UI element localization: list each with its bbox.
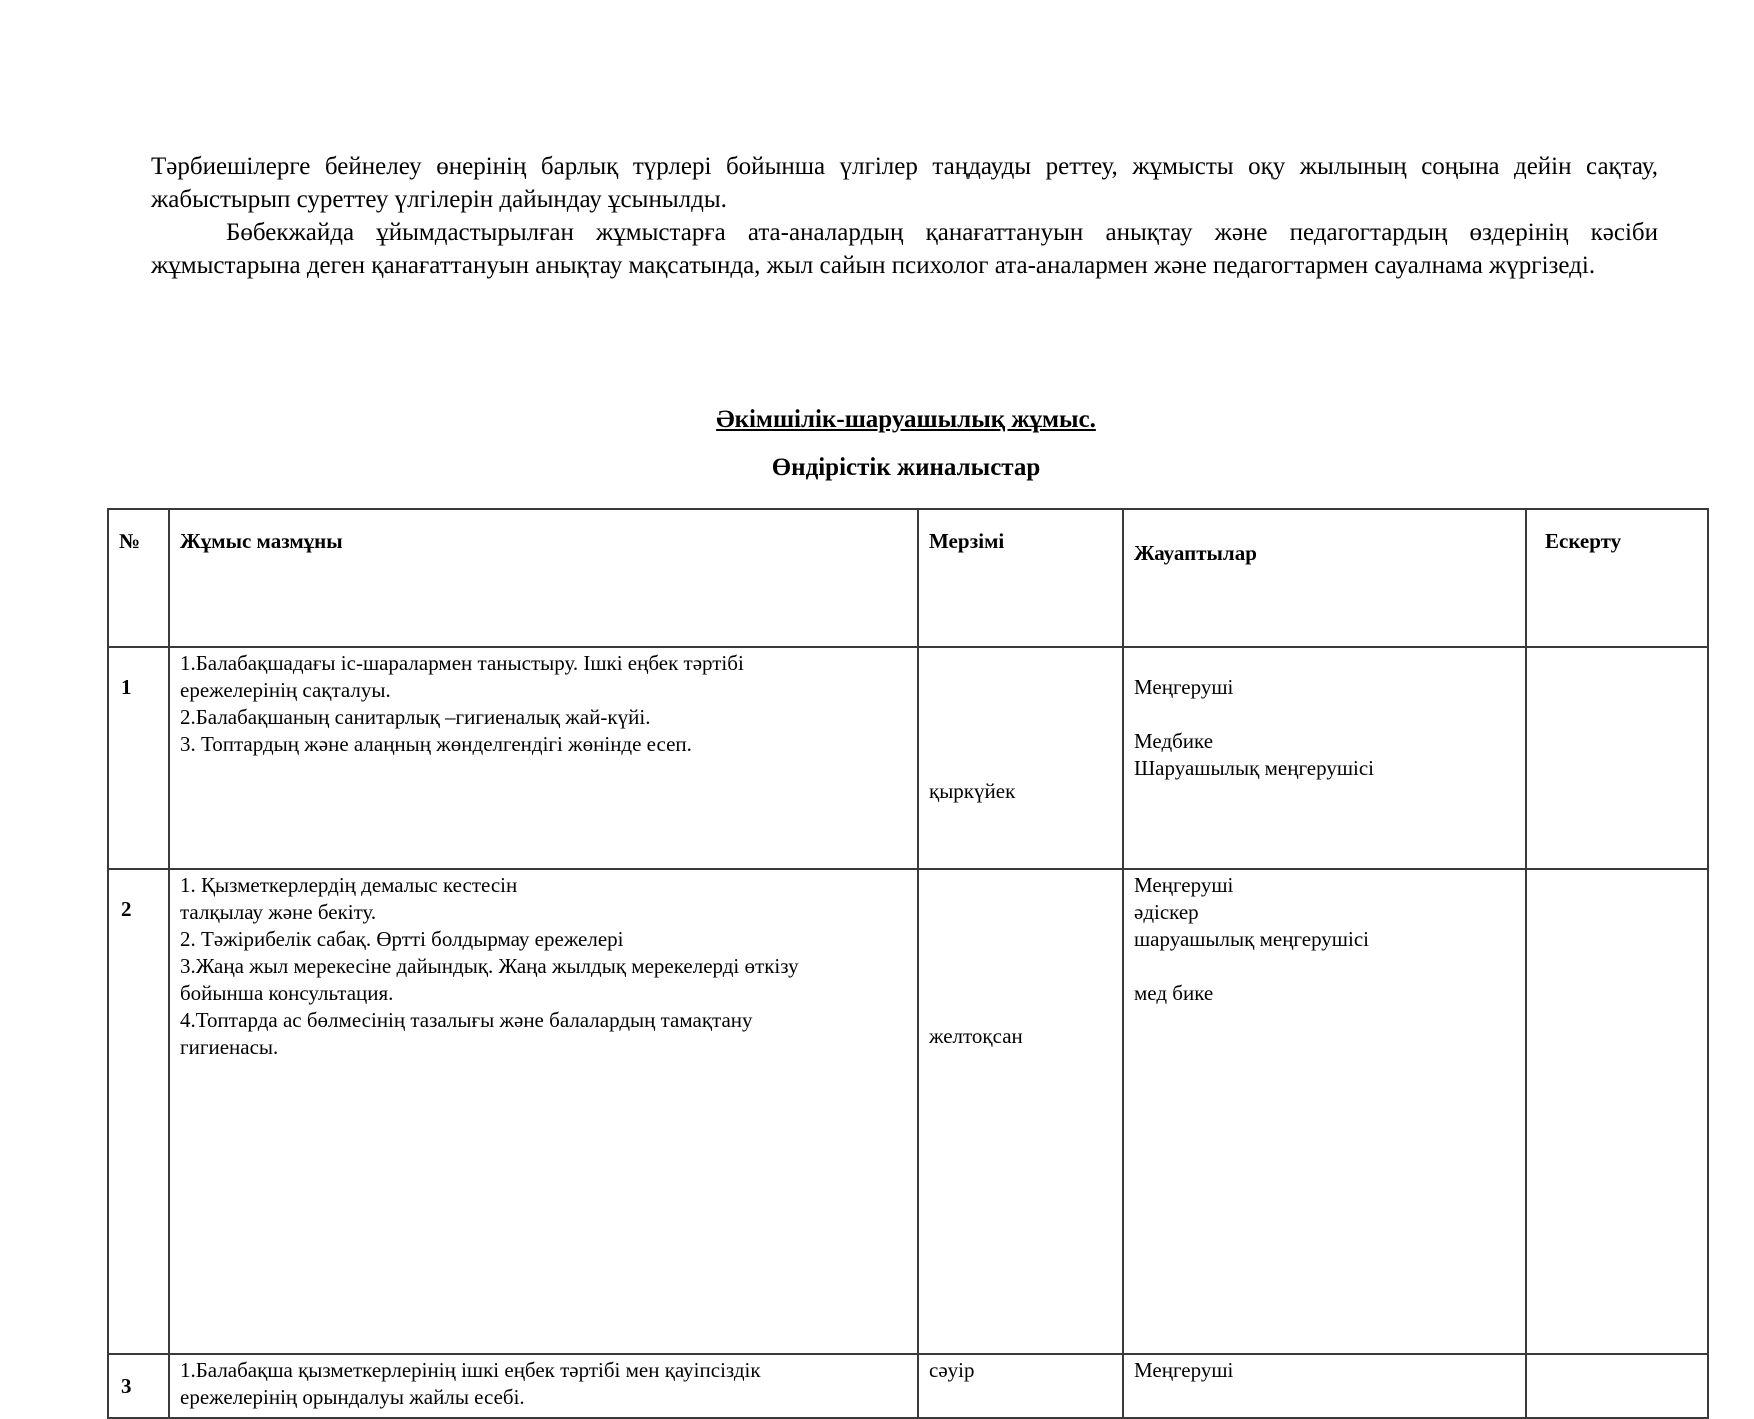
row-content: 1.Балабақша қызметкерлерінің ішкі еңбек тәртібі мен қауіпсіздік ережелерінің орындалуы жайлы есебі. [169, 1354, 918, 1418]
header-responsible: Жауаптылар [1123, 509, 1526, 647]
row-note [1526, 869, 1708, 1354]
intro-text [151, 150, 1658, 282]
row-note [1526, 1354, 1708, 1418]
row-number: 1 [108, 647, 169, 869]
row-content: 1.Балабақшадағы іс-шаралармен таныстыру. Ішкі еңбек тәртібі ережелерінің сақталуы. 2.Балабақшаның санитарлық –гигиеналық жай-күйі. 3. Топтардың және алаңның жөнделгендігі жөнінде есеп. [169, 647, 918, 869]
row-responsible: Меңгеруші әдіскер шаруашылық меңгерушісі мед бике [1123, 869, 1526, 1354]
row-term: желтоқсан [918, 869, 1123, 1354]
row-term: сәуір [918, 1354, 1123, 1418]
intro-paragraph-2: Бөбекжайда ұйымдастырылған жұмыстарға ата-аналардың қанағаттануын анықтау және педагогтардың өздерінің кәсіби жұмыстарына деген қанағаттануын анықтау мақсатында, жыл сайын психолог ата-аналармен және педагогтармен сауалнама жүргізеді. [151, 219, 1658, 279]
row-number: 2 [108, 869, 169, 1354]
table-row [108, 869, 1708, 1354]
row-term: қыркүйек [918, 647, 1123, 869]
row-responsible: Меңгеруші [1123, 1354, 1526, 1418]
section-title: Әкімшілік-шаруашылық жұмыс. [716, 406, 1096, 433]
table-row [108, 647, 1708, 869]
row-note [1526, 647, 1708, 869]
header-content: Жұмыс мазмұны [169, 509, 918, 647]
row-responsible: Меңгеруші Медбике Шаруашылық меңгерушісі [1123, 647, 1526, 869]
section-subtitle: Өндірістік жиналыстар [771, 454, 1041, 481]
header-num: № [108, 509, 169, 647]
meetings-table [107, 508, 1709, 1419]
table-row [108, 1354, 1708, 1418]
row-number: 3 [108, 1354, 169, 1418]
table-header-row [108, 509, 1708, 647]
header-term: Мерзімі [918, 509, 1123, 647]
intro-paragraph-1: Тәрбиешілерге бейнелеу өнерінің барлық түрлері бойынша үлгілер таңдауды реттеу, жұмысты оқу жылының соңына дейін сақтау, жабыстырып суреттеу үлгілерін дайындау ұсынылды. [151, 153, 1658, 213]
row-content: 1. Қызметкерлердің демалыс кестесін талқылау және бекіту. 2. Тәжірибелік сабақ. Өртті болдырмау ережелері 3.Жаңа жыл мерекесіне дайындық. Жаңа жылдық мерекелерді өткізу бойынша консультация. 4.Топтарда ас бөлмесінің тазалығы және балалардың тамақтану гигиенасы. [169, 869, 918, 1354]
header-note: Ескерту [1526, 509, 1708, 647]
